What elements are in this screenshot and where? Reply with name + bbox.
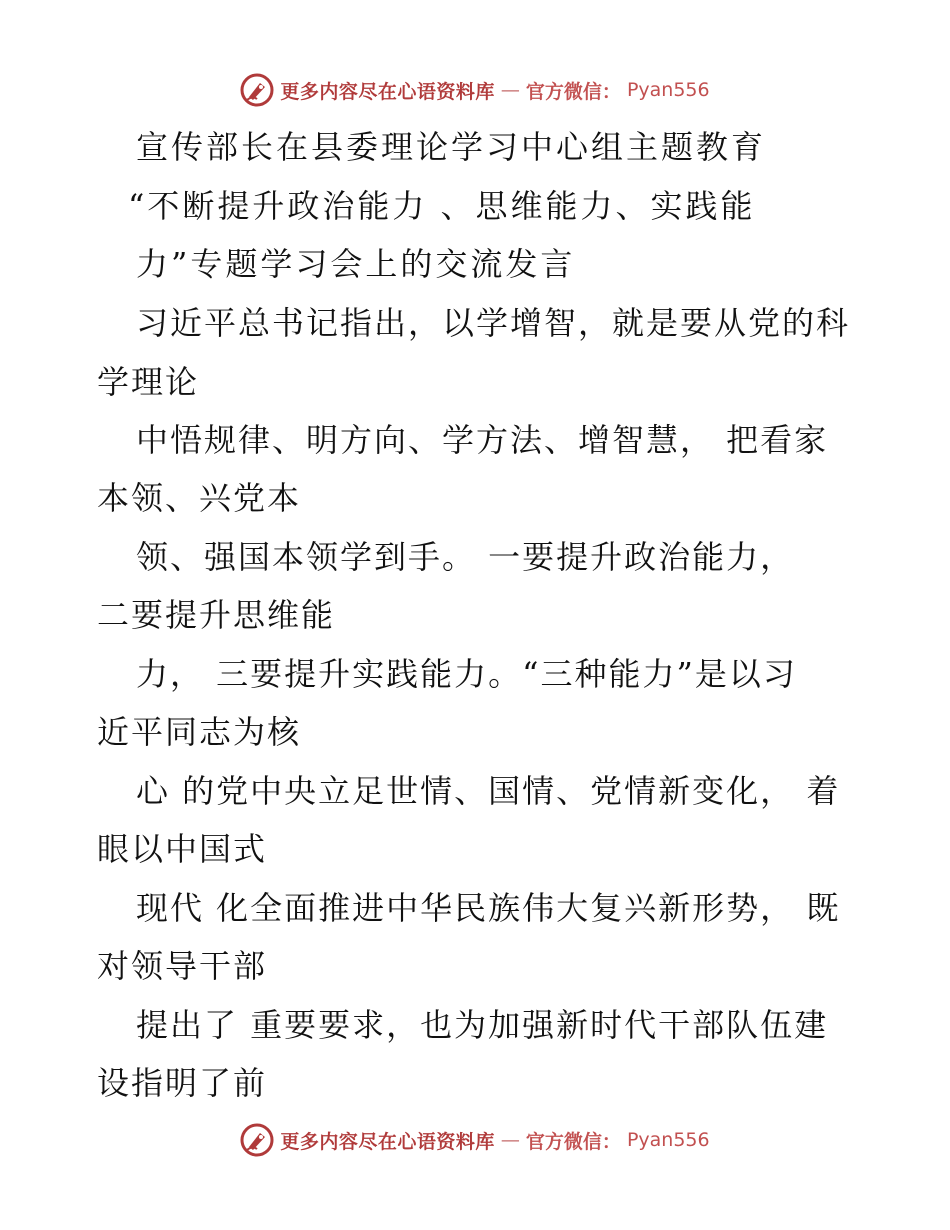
body-line: 力， 三要提升实践能力。“三种能力”是以习 — [136, 655, 797, 693]
document-title-line-1: 宣传部长在县委理论学习中心组主题教育 — [136, 128, 767, 166]
body-line: 二要提升思维能 — [97, 596, 336, 634]
body-line: 领、强国本领学到手。 一要提升政治能力， — [136, 538, 795, 576]
document-title-line-3: 力”专题学习会上的交流发言 — [136, 245, 576, 283]
banner-separator: — — [500, 79, 520, 101]
footer-watermark-banner — [0, 1120, 950, 1160]
pen-nib-logo-icon — [240, 73, 274, 107]
body-line: 现代 化全面推进中华民族伟大复兴新形势， 既 — [136, 889, 841, 927]
body-line: 习近平总书记指出，以学增智，就是要从党的科 — [136, 304, 851, 342]
banner-separator: — — [500, 1129, 520, 1151]
body-line: 近平同志为核 — [97, 713, 302, 751]
body-line: 学理论 — [97, 363, 200, 401]
banner-site-text: 更多内容尽在心语资料库 — [280, 1130, 495, 1153]
header-watermark-banner — [0, 70, 950, 110]
body-line: 本领、兴党本 — [97, 479, 302, 517]
banner-wechat-id: Pyan556 — [626, 1129, 710, 1151]
body-line: 心 的党中央立足世情、国情、党情新变化， 着 — [136, 772, 841, 810]
banner-wechat-id: Pyan556 — [626, 79, 710, 101]
body-line: 眼以中国式 — [97, 830, 268, 868]
body-line: 提出了 重要要求，也为加强新时代干部队伍建 — [136, 1006, 829, 1044]
banner-wechat-label: 官方微信： — [525, 80, 621, 103]
banner-site-text: 更多内容尽在心语资料库 — [280, 80, 495, 103]
document-title-line-2: “不断提升政治能力 、思维能力、实践能 — [128, 187, 756, 225]
body-line: 设指明了前 — [97, 1064, 268, 1102]
body-line: 中悟规律、明方向、学方法、增智慧， 把看家 — [136, 421, 829, 459]
pen-nib-logo-icon — [240, 1123, 274, 1157]
body-line: 对领导干部 — [97, 947, 268, 985]
banner-wechat-label: 官方微信： — [525, 1130, 621, 1153]
